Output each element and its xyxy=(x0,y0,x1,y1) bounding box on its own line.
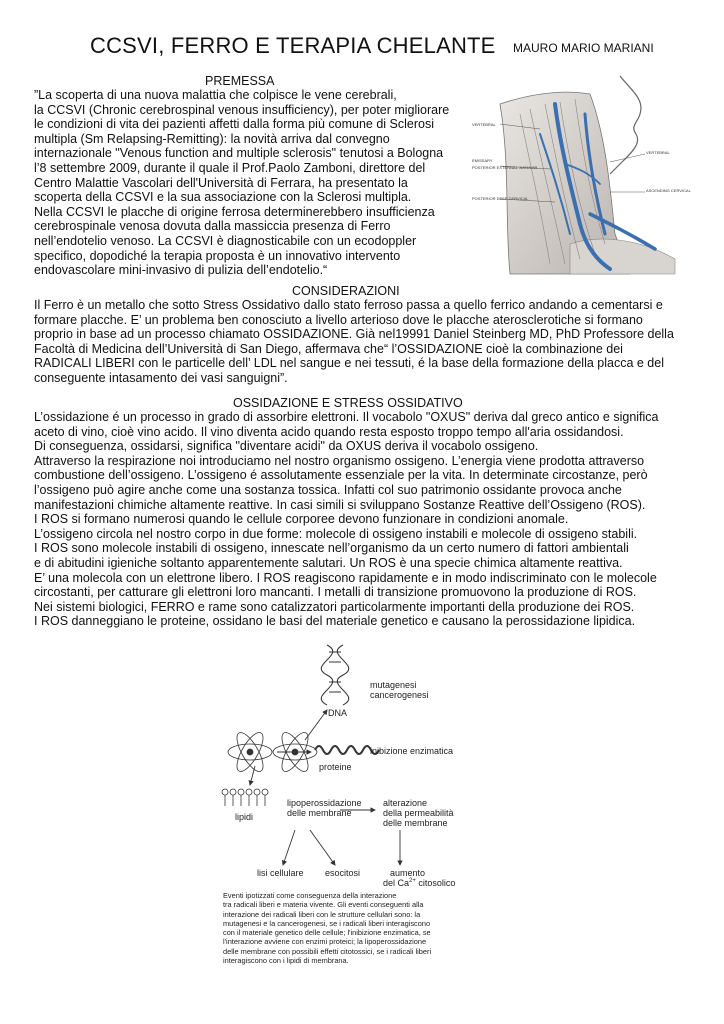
label-posterior-external-jugular: POSTERIOR EXTERNAL JUGULAR xyxy=(472,165,538,170)
text-line: specifico, dopodiché la terapia proposta è un innovativo intervento xyxy=(34,248,401,263)
label-mutagenesi: mutagenesi xyxy=(370,680,417,690)
text-line: Centro Malattie Vascolari dell'Università di Ferrara, ha presentato la xyxy=(34,175,408,190)
text-line: Il Ferro è un metallo che sotto Stress Ossidativo dallo stato ferroso passa a quello ferrico andando a cementarsi e xyxy=(34,298,663,312)
text-line: delle membrane con possibili effetti citotossici, se i radicali liberi xyxy=(223,946,432,956)
label-vertebral-right: VERTEBRAL xyxy=(646,150,670,155)
text-line: combustione dell’ossigeno. L’ossigeno é assolutamente essenziale per la vita. In determinate circostanze, però xyxy=(34,468,648,483)
label-lipidi: lipidi xyxy=(235,812,254,822)
premessa-paragraph xyxy=(34,88,449,278)
text-line: Nei sistemi biologici, FERRO e rame sono catalizzatori particolarmente importanti della produzione dei ROS. xyxy=(34,599,635,614)
text-line: mutagenesi e la cancerogenesi, se i radicali liberi interagiscono xyxy=(223,918,431,928)
text-line: scoperta della CCSVI e la sua associazione con la Sclerosi multipla. xyxy=(34,190,412,205)
label-della-permeabilita: della permeabilità xyxy=(383,808,454,818)
label-esocitosi: esocitosi xyxy=(325,868,361,878)
lipid-bilayer-icon xyxy=(222,789,268,806)
label-alterazione: alterazione xyxy=(383,798,428,808)
text-line: nell’endotelio venoso. La CCSVI è diagnosticabile con un ecodoppler xyxy=(34,233,417,248)
text-line: proprio in base ad un processo chiamato OSSIDAZIONE. Già nel19991 Daniel Steinberg MD, PhD Professore della xyxy=(34,327,674,342)
text-line: Di conseguenza, ossidarsi, significa "diventare acidi" da OXUS deriva il vocabolo ossigeno. xyxy=(34,439,539,454)
author-name: MAURO MARIO MARIANI xyxy=(513,41,654,55)
text-line: I ROS sono molecole instabili di ossigeno, innescate nell’organismo da un certo numero di fattori ambientali xyxy=(34,541,629,556)
label-posterior-deep-cervical: POSTERIOR DEEP CERVICAL xyxy=(472,196,529,201)
text-line: Facoltà di Medicina dell’Università di San Diego, affermava che“ l’OSSIDAZIONE cioè la combinazione dei xyxy=(34,341,623,356)
text-line: conseguente intasamento dei vasi sanguigni”. xyxy=(34,370,288,385)
label-ascending-cervical: ASCENDING CERVICAL xyxy=(646,188,691,193)
label-dna: DNA xyxy=(328,708,348,718)
considerazioni-paragraph xyxy=(34,298,674,386)
text-line: aceto di vino, cioè vino acido. Il vino diventa acido quando resta esposto troppo tempo all'aria ossidandosi. xyxy=(34,424,624,439)
text-line: cerebrospinale venosa dovuta dalla massiccia presenza di Ferro xyxy=(34,219,391,234)
free-radical-diagram xyxy=(215,640,475,990)
ossidazione-paragraph xyxy=(34,410,659,629)
premessa-heading: PREMESSA xyxy=(205,74,275,88)
face-outline xyxy=(610,76,641,174)
text-line: interagiscono con i lipidi di membrana. xyxy=(223,956,349,966)
dna-helix-icon xyxy=(321,645,349,705)
text-line: formare placche. E’ un problema ben conosciuto a livello arterioso dove le placche aterosclerotiche si formano xyxy=(34,312,643,327)
document-title: CCSVI, FERRO E TERAPIA CHELANTE xyxy=(90,33,496,58)
text-line: l'interazione avviene con enzimi proteici; la lipoperossidazione xyxy=(223,937,427,947)
text-line: le condizioni di vita dei pazienti affetti dalla forma più comune di Sclerosi xyxy=(34,117,434,132)
label-delle-membrane: delle membrane xyxy=(287,808,352,818)
text-line: l’ossigeno può agire anche come una sostanza tossica. Infatti col suo patrimonio ossidante provoca anche xyxy=(34,482,622,497)
label-inibizione-enzimatica: inibizione enzimatica xyxy=(370,746,454,756)
text-line: l’8 settembre 2009, durante il quale il Prof.Paolo Zamboni, direttore del xyxy=(34,160,426,175)
figure-caption xyxy=(223,891,473,965)
text-line: internazionale "Venous function and multiple sclerosis" tenutosi a Bologna xyxy=(34,146,444,161)
text-line: I ROS si formano numerosi quando le cellule corporee devono funzionare in condizioni anomale. xyxy=(34,512,569,527)
label-vertebral: VERTEBRAL xyxy=(472,122,496,127)
text-line: circostanti, per catturare gli elettroni loro mancanti. I metalli di transizione promuovono la produzione di ROS. xyxy=(34,585,637,600)
text-line: RADICALI LIBERI con le particelle dell’ LDL nel sangue e nei tessuti, é la base della formazione della placca e del xyxy=(34,356,664,371)
label-lipoperossidazione: lipoperossidazione xyxy=(287,798,362,808)
text-line: endovascolare mini-invasivo di pulizia dell’endotelio.“ xyxy=(34,263,328,278)
text-line: Eventi ipotizzati come conseguenza della interazione xyxy=(223,891,397,900)
text-line: con il materiale genetico delle cellule; l'inibizione enzimatica, se xyxy=(223,928,431,938)
label-lisi-cellulare: lisi cellulare xyxy=(257,868,304,878)
label-del-ca-citosolico: del $Ca^{2+}$ citosolico xyxy=(383,878,456,888)
text-line: Nella CCSVI le placche di origine ferrosa determinerebbero insufficienza xyxy=(34,204,435,219)
text-line: la CCSVI (Chronic cerebrospinal venous insufficiency), per poter migliorare xyxy=(34,102,450,117)
text-line: manifestazioni chimiche altamente reattive. In casi simili si sviluppano Sostanze Reattive dell’Ossigeno (ROS). xyxy=(34,497,646,512)
text-line: Attraverso la respirazione noi introduciamo nel nostro organismo ossigeno. L’energia viene prodotta attraverso xyxy=(34,453,645,468)
text-line: E’ una molecola con un elettrone libero. I ROS reagiscono rapidamente e in modo indiscriminato con le molecole xyxy=(34,570,657,585)
text-line: L’ossigeno circola nel nostro corpo in due forme: molecole di ossigeno instabili e molecole di ossigeno stabili. xyxy=(34,526,638,541)
label-cancerogenesi: cancerogenesi xyxy=(370,690,429,700)
neck-veins-illustration xyxy=(470,74,691,274)
considerazioni-heading: CONSIDERAZIONI xyxy=(292,284,400,298)
text-line: L’ossidazione é un processo in grado di assorbire elettroni. Il vocabolo "OXUS" deriva dal greco antico e significa xyxy=(34,410,659,424)
label-aumento: aumento xyxy=(390,868,426,878)
text-line: tra radicali liberi e materia vivente. Gli eventi conseguenti alla xyxy=(223,900,424,910)
text-line: multipla (Sm Relapsing-Remitting): la novità arriva dal convegno xyxy=(34,131,390,146)
text-line: e di abitudini igieniche soltanto apparentemente salutari. Un ROS è una specie chimica altamente reattiva. xyxy=(34,555,623,570)
text-line: I ROS danneggiano le proteine, ossidano le basi del materiale genetico e causano la perossidazione lipidica. xyxy=(34,614,636,629)
text-line: interazione dei radicali liberi con le strutture cellulari sono: la xyxy=(223,909,421,919)
text-line: ”La scoperta di una nuova malattia che colpisce le vene cerebrali, xyxy=(34,88,397,102)
label-delle-membrane-2: delle membrane xyxy=(383,818,448,828)
ossidazione-heading: OSSIDAZIONE E STRESS OSSIDATIVO xyxy=(233,396,463,410)
label-proteine: proteine xyxy=(319,762,352,772)
label-emissary: EMISSARY xyxy=(472,158,493,163)
